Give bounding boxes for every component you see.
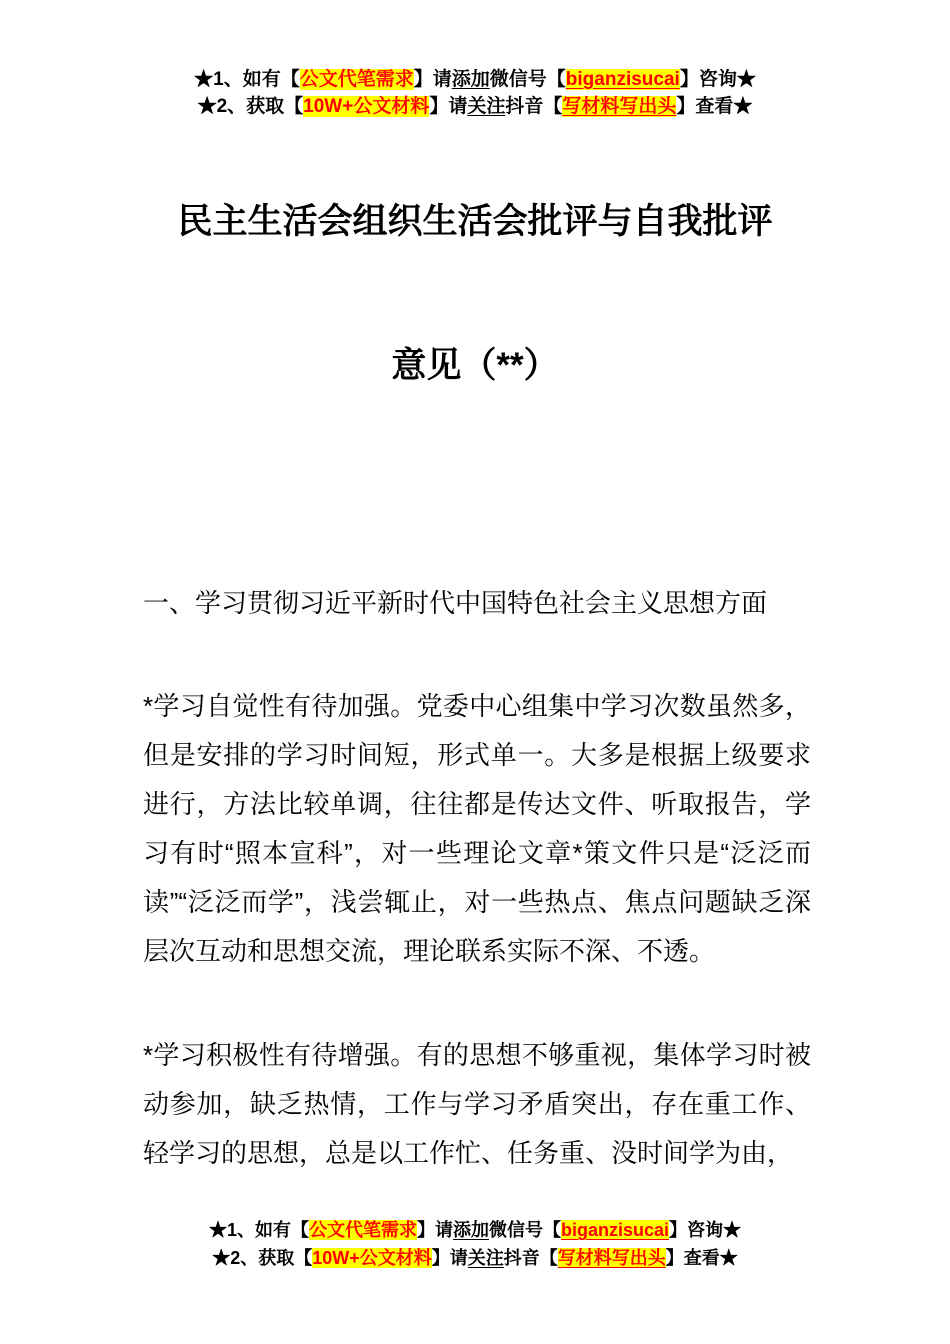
promo-text: 添加 xyxy=(452,1220,489,1240)
promo-text: 微信号【 xyxy=(488,1220,561,1240)
promo-footer-line-2 xyxy=(0,1244,950,1272)
promo-text: 抖音【 xyxy=(503,1248,558,1268)
body-paragraph-1: *学习自觉性有待加强。党委中心组集中学习次数虽然多，但是安排的学习时间短，形式单一。大多是根据上级要求进行，方法比较单调，往往都是传达文件、听取报告，学习有时“照本宣科”，对一些理论文章*策文件只是“泛泛而读”“泛泛而学”，浅尝辄止，对一些热点、焦点问题缺乏深层次互动和思想交流，理论联系实际不深、不透。 xyxy=(143,691,811,966)
promo-text: ★2、获取【 xyxy=(197,96,304,117)
promo-text: 】请 xyxy=(413,69,452,90)
body-paragraph-2: *学习积极性有待增强。有的思想不够重视，集体学习时被动参加，缺乏热情，工作与学习矛盾突出，存在重工作、轻学习的思想，总是以工作忙、任务重、没时间学为由， xyxy=(143,1040,811,1168)
promo-text: 】请 xyxy=(431,1248,468,1268)
promo-text: 】请 xyxy=(429,96,468,117)
promo-text: 】咨询★ xyxy=(669,1220,742,1240)
promo-text: 添加 xyxy=(451,69,490,90)
promo-header-line-2 xyxy=(0,93,950,120)
promo-highlighted-text: 10W+公文材料 xyxy=(303,96,430,117)
promo-text: 抖音【 xyxy=(505,96,563,117)
promo-highlighted-text: biganzisucai xyxy=(565,69,680,90)
promo-footer-line-1 xyxy=(0,1216,950,1244)
document-title-line-2: 意见（**） xyxy=(391,346,559,385)
promo-footer xyxy=(0,1216,950,1272)
promo-header-line-1 xyxy=(0,66,950,93)
section-heading: 一、学习贯彻习近平新时代中国特色社会主义思想方面 xyxy=(143,588,768,618)
promo-text: 】查看★ xyxy=(676,96,753,117)
promo-highlighted-text: 公文代笔需求 xyxy=(299,69,414,90)
promo-text: ★2、获取【 xyxy=(212,1248,313,1268)
promo-header xyxy=(0,66,950,120)
promo-highlighted-text: 10W+公文材料 xyxy=(312,1248,432,1268)
promo-highlighted-text: 写材料写出头 xyxy=(562,96,677,117)
promo-text: 】咨询★ xyxy=(679,69,756,90)
promo-text: 】查看★ xyxy=(665,1248,738,1268)
promo-text: 】请 xyxy=(416,1220,453,1240)
promo-text: ★1、如有【 xyxy=(194,69,300,90)
promo-highlighted-text: 公文代笔需求 xyxy=(308,1220,417,1240)
promo-text: 关注 xyxy=(467,96,506,117)
promo-text: 关注 xyxy=(467,1248,504,1268)
promo-text: ★1、如有【 xyxy=(208,1220,309,1240)
promo-highlighted-text: biganzisucai xyxy=(560,1220,670,1240)
document-title-line-1: 民主生活会组织生活会批评与自我批评 xyxy=(177,202,773,241)
promo-highlighted-text: 写材料写出头 xyxy=(557,1248,666,1268)
promo-text: 微信号【 xyxy=(489,69,566,90)
